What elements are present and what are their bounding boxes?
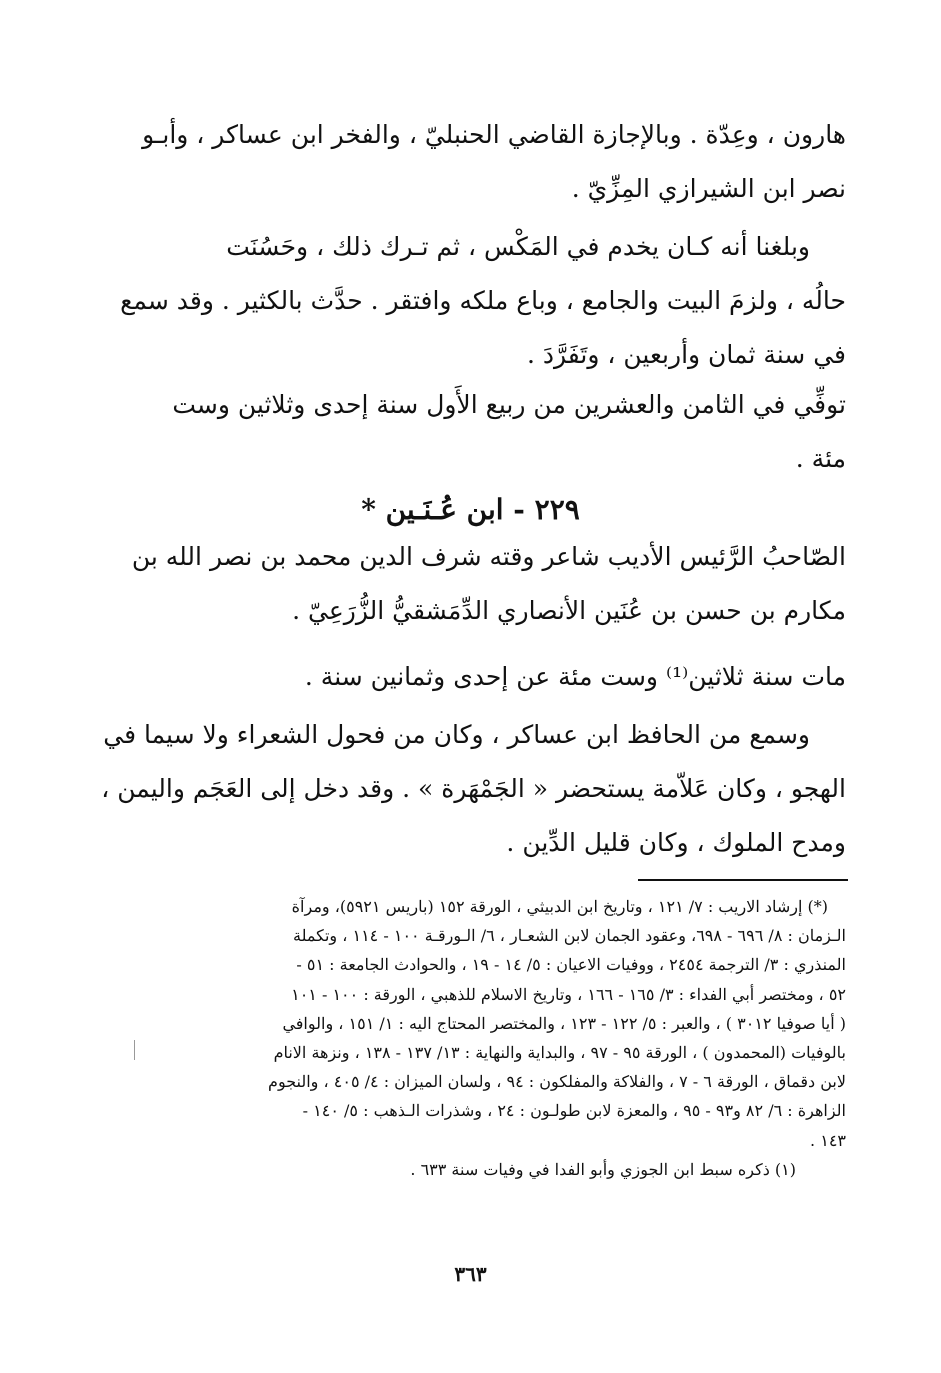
text-line: مئة . <box>795 444 846 473</box>
footnote-line: الـزمان : ٨/ ٦٩٦ - ٦٩٨، وعقود الجمان لابن الشعـار ، ٦/ الـورقـة ١٠٠ - ١١٤ ، وتكملة <box>293 926 846 946</box>
footnote-line: ١٤٣ . <box>810 1130 846 1150</box>
paragraph-6 <box>101 708 846 870</box>
footnote-line: المنذري : ٣/ الترجمة ٢٤٥٤ ، ووفيات الاعيان : ٥/ ١٤ - ١٩ ، والحوادث الجامعة : ٥١ - <box>296 955 846 975</box>
text-line: حالُه ، ولزمَ البيت والجامع ، وباع ملكه وافتقر . حدَّث بالكثير . وقد سمع <box>120 286 846 315</box>
footnote-line: (*) إرشاد الاريب : ٧/ ١٢١ ، وتاريخ ابن الدبيثي ، الورقة ١٥٢ (باريس ٥٩٢١)، ومرآة <box>291 897 828 916</box>
text-line: مكارم بن حسن بن عُنَين الأنصاري الدِّمَشقيُّ الزُّرَعِيّ . <box>292 596 846 625</box>
footnote-line: بالوفيات (المحمدون ) ، الورقة ٩٥ - ٩٧ ، والبداية والنهاية : ١٣/ ١٣٧ - ١٣٨ ، ونزهة الانام <box>273 1043 846 1063</box>
paragraph-1 <box>142 108 846 216</box>
entry-heading: ٢٢٩ - ابن عُـنَـين * <box>361 493 580 526</box>
paragraph-4 <box>131 530 846 638</box>
footnote-line: ( أيا صوفيا ٣٠١٢ ) ، والعبر : ٥/ ١٢٢ - ١٢٣ ، والمختصر المحتاج اليه : ١/ ١٥١ ، والوافي <box>282 1013 846 1033</box>
text-line: في سنة ثمان وأربعين ، وتَفَرَّدَ . <box>526 340 846 369</box>
footnote-line: لابن دقماق ، الورقة ٦ - ٧ ، والفلاكة والمفلكون : ٩٤ ، ولسان الميزان : ٤/ ٤٠٥ ، والنجوم <box>268 1072 846 1092</box>
footnotes <box>181 892 846 1184</box>
footnote-1: (١) ذكره سبط ابن الجوزي وأبو الفدا في وفيات سنة ٦٣٣ . <box>410 1159 796 1179</box>
footnote-separator <box>638 879 848 881</box>
text-line: نصر ابن الشيرازي المِزِّيّ . <box>571 174 846 203</box>
footnote-line: ٥٢ ، ومختصر أبي الفداء : ٣/ ١٦٥ - ١٦٦ ، وتاريخ الاسلام للذهبي ، الورقة : ١٠٠ - ١٠١ <box>291 984 846 1004</box>
text-line: توفِّي في الثامن والعشرين من ربيع الأَول سنة إحدى وثلاثين وست <box>172 390 846 419</box>
margin-mark <box>134 1040 135 1060</box>
page-number: ٣٦٣ <box>454 1262 487 1286</box>
paragraph-5 <box>181 650 846 704</box>
text-line: وبلغنا أنه كـان يخدم في المَكْس ، ثم تـرك ذلك ، وحَسُنَت <box>226 232 810 261</box>
footnote-line: الزاهرة : ٦/ ٨٢ و٩٣ - ٩٥ ، والمعزة لابن طولـون : ٢٤ ، وشذرات الـذهب : ٥/ ١٤٠ - <box>302 1101 846 1121</box>
text-line: الهجو ، وكان عَلاّمة يستحضر « الجَمْهَرة » . وقد دخل إلى العَجَم واليمن ، <box>101 774 846 803</box>
paragraph-2 <box>120 220 846 382</box>
text-line: وسمع من الحافظ ابن عساكر ، وكان من فحول الشعراء ولا سيما في <box>103 720 810 749</box>
text-line: هارون ، وعِدّة . وبالإجازة القاضي الحنبليّ ، والفخر ابن عساكر ، وأبـو <box>142 120 846 149</box>
text-line: ومدح الملوك ، وكان قليل الدِّين . <box>506 828 846 857</box>
paragraph-3 <box>172 378 846 486</box>
text-line: مات سنة ثلاثين⁽¹⁾ وست مئة عن إحدى وثمانين سنة . <box>304 662 846 691</box>
text-line: الصّاحبُ الرَّئيس الأديب شاعر وقته شرف الدين محمد بن نصر الله بن <box>131 542 846 571</box>
